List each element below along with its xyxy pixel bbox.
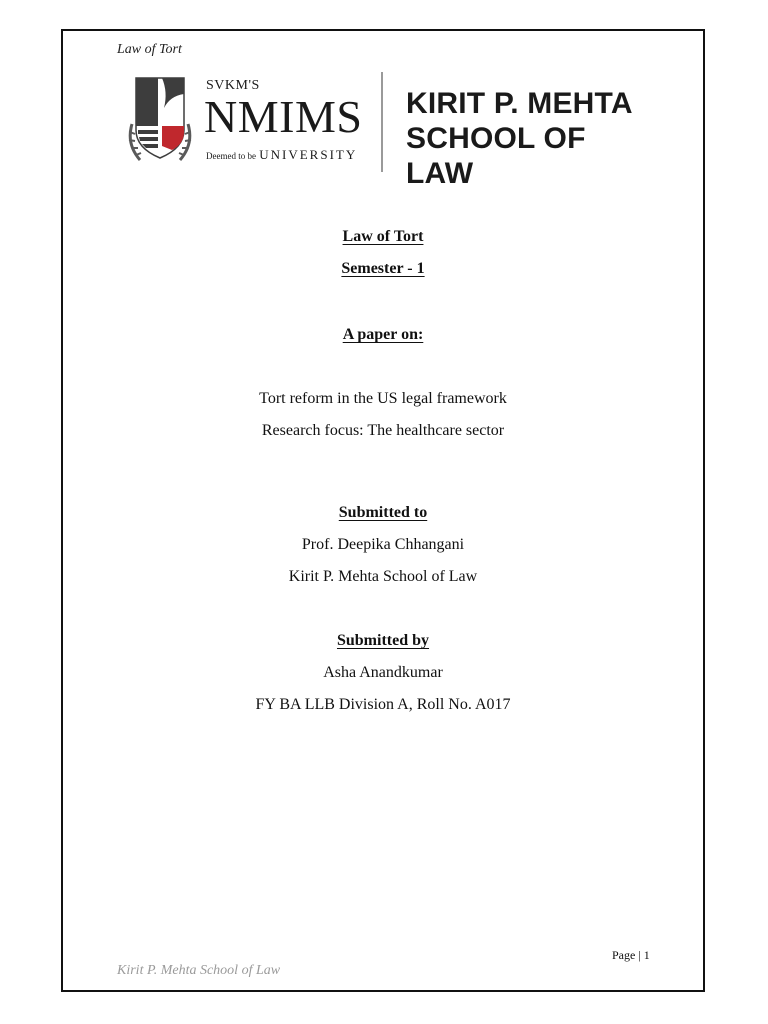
institution-name: Kirit P. Mehta School of Law [288, 568, 478, 585]
deemed-prefix: Deemed to be [206, 151, 256, 161]
institution-logo [124, 72, 644, 190]
school-wordmark [406, 86, 644, 191]
student-details: FY BA LLB Division A, Roll No. A017 [255, 696, 511, 713]
submitted-by-heading: Submitted by [336, 632, 430, 649]
page-number: Page | 1 [612, 948, 650, 962]
submitted-to-heading: Submitted to [338, 504, 428, 521]
nmims-wordmark: NMIMS [204, 91, 363, 142]
semester-label: Semester - 1 [341, 260, 425, 277]
professor-name: Prof. Deepika Chhangani [301, 536, 465, 553]
svkm-label: SVKM'S [206, 78, 260, 93]
deemed-university-label [206, 147, 357, 163]
paper-label: A paper on: [342, 326, 424, 343]
logo-divider [381, 72, 383, 172]
school-name-line1: KIRIT P. MEHTA [406, 87, 633, 120]
university-word: UNIVERSITY [259, 147, 358, 162]
student-name: Asha Anandkumar [323, 664, 443, 681]
topic-line-1: Tort reform in the US legal framework [259, 390, 507, 407]
crest-icon [124, 74, 196, 168]
topic-line-2: Research focus: The healthcare sector [261, 422, 505, 439]
subject-title: Law of Tort [342, 228, 424, 245]
running-header: Law of Tort [117, 42, 182, 57]
running-footer: Kirit P. Mehta School of Law [117, 963, 281, 978]
school-name-line2: SCHOOL OF LAW [406, 122, 586, 190]
